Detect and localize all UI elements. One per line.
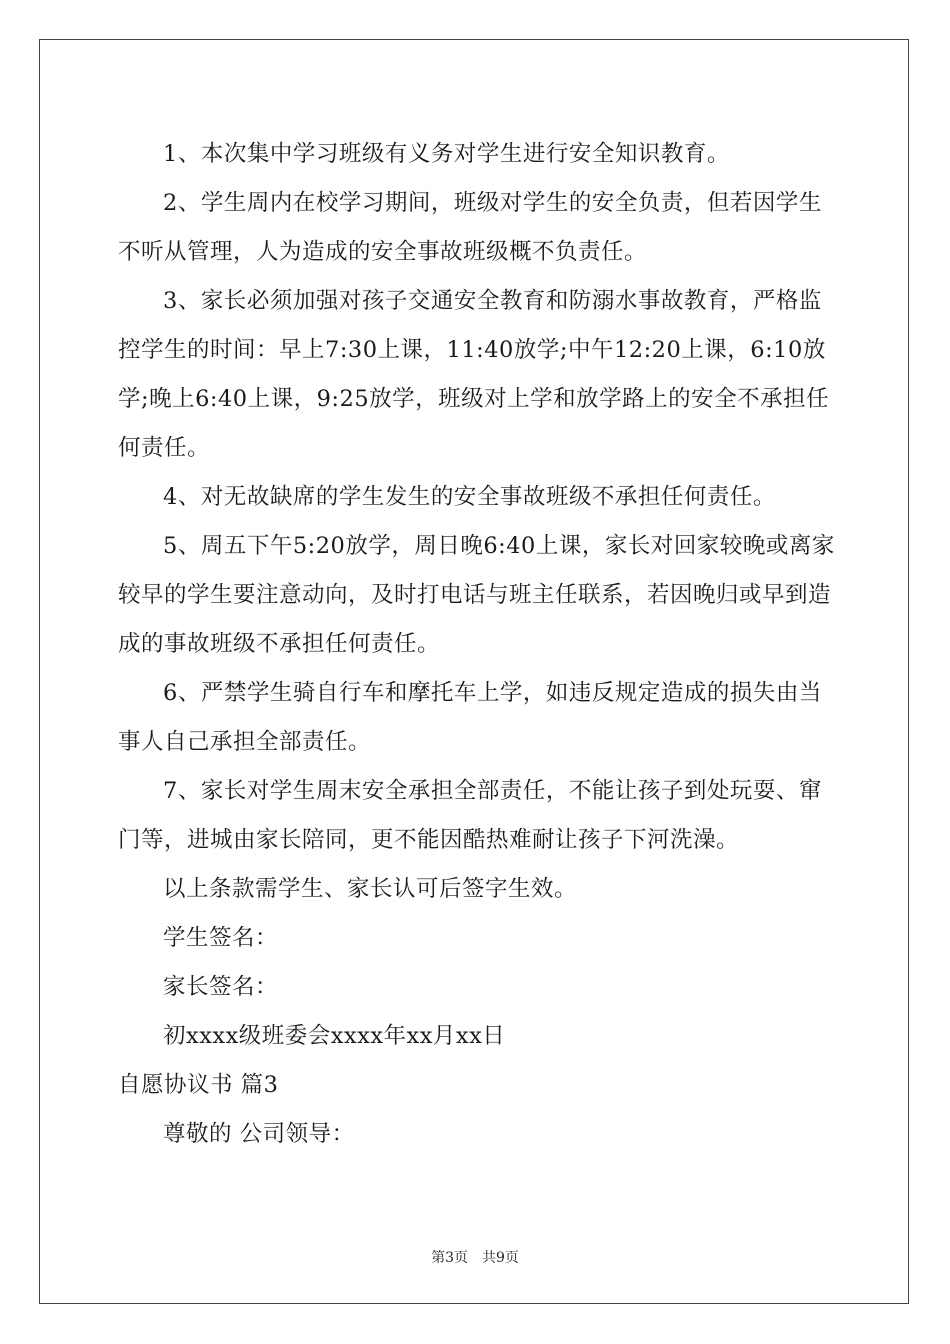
paragraph-item-4: 4、对无故缺席的学生发生的安全事故班级不承担任何责任。 (163, 484, 776, 510)
paragraph-item-5: 5、周五下午5:20放学，周日晚6:40上课，家长对回家较晚或离家较早的学生要注意动向，及时打电话与班主任联系，若因晚归或早到造成的事故班级不承担任何责任。 (118, 533, 835, 657)
paragraph-item-1: 1、本次集中学习班级有义务对学生进行安全知识教育。 (163, 141, 730, 167)
paragraph-item-2: 2、学生周内在校学习期间，班级对学生的安全负责，但若因学生不听从管理，人为造成的安全事故班级概不负责任。 (118, 190, 822, 265)
terms-note: 以上条款需学生、家长认可后签字生效。 (163, 876, 578, 902)
student-signature-label: 学生签名： (163, 925, 279, 951)
salutation: 尊敬的 公司领导： (163, 1121, 355, 1147)
issuer-date-line: 初xxxx级班委会xxxx年xx月xx日 (163, 1023, 506, 1049)
section-title: 自愿协议书 篇3 (118, 1072, 279, 1098)
paragraph-item-6: 6、严禁学生骑自行车和摩托车上学，如违反规定造成的损失由当事人自己承担全部责任。 (118, 680, 822, 755)
paragraph-item-7: 7、家长对学生周末安全承担全部责任，不能让孩子到处玩耍、窜门等，进城由家长陪同，更不能因酷热难耐让孩子下河洗澡。 (118, 778, 822, 853)
paragraph-item-3: 3、家长必须加强对孩子交通安全教育和防溺水事故教育，严格监控学生的时间：早上7:30上课，11:40放学;中午12:20上课，6:10放学;晚上6:40上课，9:25放学，班级对上学和放学路上的安全不承担任何责任。 (118, 288, 830, 461)
document-body (118, 130, 838, 1159)
page-number-footer: 第3页 共9页 (431, 1250, 519, 1266)
parent-signature-label: 家长签名： (163, 974, 279, 1000)
